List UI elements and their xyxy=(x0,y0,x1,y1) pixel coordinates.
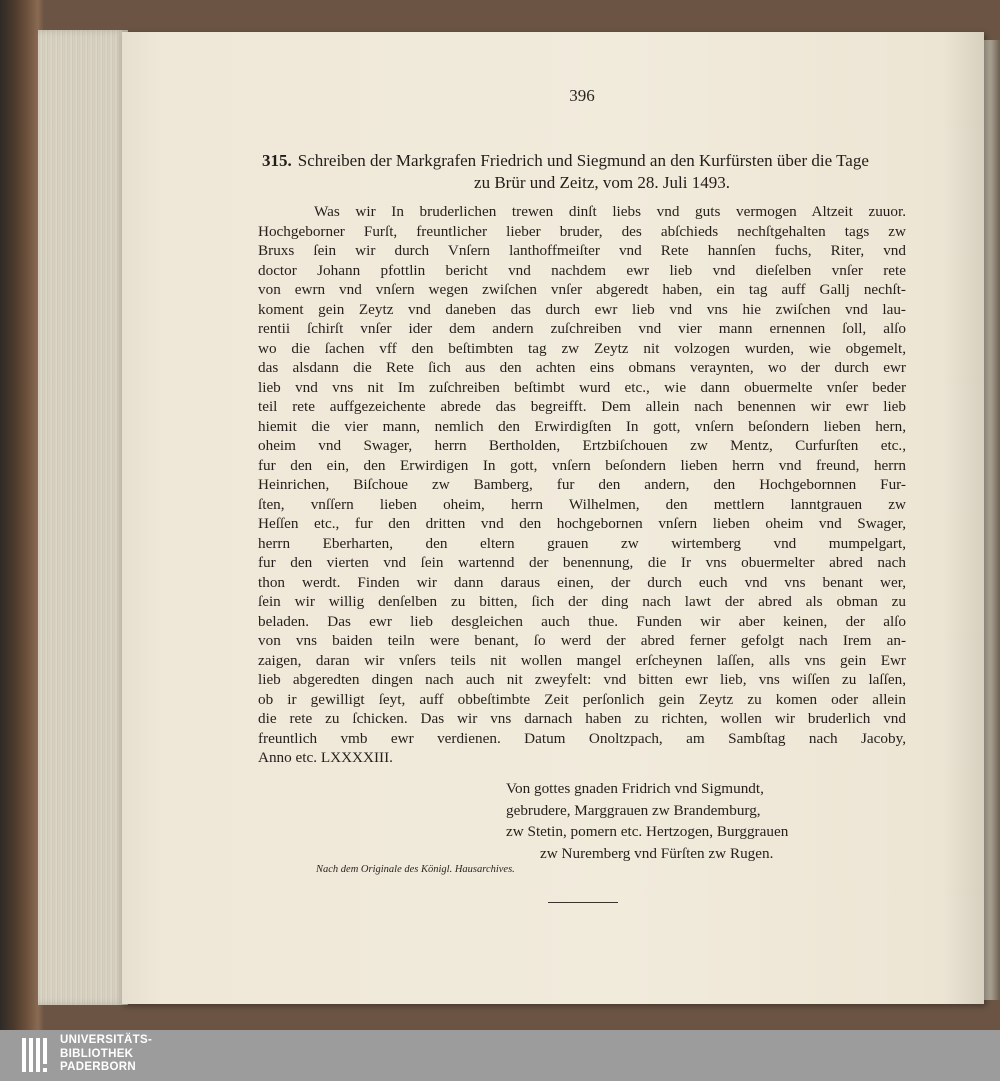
body-line: beladen. Das ewr lieb desgleichen auch thue. Funden wir aber keinen, der alſo xyxy=(258,612,906,630)
logo-line-2: BIBLIOTHEK xyxy=(60,1047,134,1060)
page-stack-edge xyxy=(38,30,128,1005)
heading-line-2: zu Brür und Zeitz, vom 28. Juli 1493. xyxy=(474,173,730,192)
footnote-rule xyxy=(548,902,618,903)
body-line: Heinrichen, Biſchoue zw Bamberg, fur den andern, den Hochgebornnen Fur- xyxy=(258,476,906,493)
signature-block xyxy=(506,778,906,864)
library-logo-icon xyxy=(20,1034,56,1076)
body-line: herrn Eberharten, den eltern grauen zw wirtemberg vnd mumpelgart, xyxy=(258,534,906,552)
heading-number: 315. xyxy=(262,151,292,170)
logo-line-1: UNIVERSITÄTS- xyxy=(60,1034,153,1046)
letter-body xyxy=(258,202,906,768)
signature-line: zw Nuremberg vnd Fürſten zw Rugen. xyxy=(540,844,774,862)
signature-line: Von gottes gnaden Fridrich vnd Sigmundt, xyxy=(506,780,764,797)
body-line: hiemit die vier mann, nemlich den Erwirdigſten In gott, vnſern beſondern lieben hern, xyxy=(258,417,906,435)
body-line: lieb abgeredten dingen nach auch nit zweyfelt: vnd bitten ewr lieb, vns wiſſen zu laſſen, xyxy=(258,671,906,688)
body-line: wo die ſachen vff den beſtimbten tag zw Zeytz nit volzogen wurden, wie obgemelt, xyxy=(258,339,906,357)
body-line: teil rete auffgezeichente abrede das begreifft. Dem allein nach benennen wir ewr lieb xyxy=(258,398,906,415)
body-line: koment gein Zeytz vnd daneben das durch ewr lieb vnd vns hie zwiſchen vnd lau- xyxy=(258,300,906,318)
logo-line-3: PADERBORN xyxy=(60,1061,136,1073)
body-line: Was wir In bruderlichen trewen dinſt liebs vnd guts vermogen Altzeit zuuor. xyxy=(314,203,906,220)
body-line: ob ir gewilligt ſeyt, auff obbeſtimbte Zeit perſonlich gein Zeytz zu komen oder allein xyxy=(258,690,906,708)
body-line: rentii ſchirſt vnſer ider dem andern zuſchreiben vnd vier mann ernennen ſoll, alſo xyxy=(258,320,906,337)
library-logo-text xyxy=(60,1034,152,1075)
body-line: von ewrn vnd vnſern wegen zwiſchen vnſer abgeredt haben, ein tag auff Gallj nechſt- xyxy=(258,281,906,298)
heading-line-1: Schreiben der Markgrafen Friedrich und Siegmund an den Kurfürsten über die Tage xyxy=(297,151,869,170)
page-number: 396 xyxy=(569,86,595,105)
body-line: fur den vierten vnd ſein wartennd der benennung, die Ir vns obuermelter abred nach xyxy=(258,554,906,571)
body-line: thon werdt. Finden wir dann daraus einen, der durch euch vnd vns benant wer, xyxy=(258,573,906,591)
body-line: die rete zu ſchicken. Das wir vns darnach haben zu richten, wollen wir bruderlich vnd xyxy=(258,710,906,727)
document-heading xyxy=(262,150,902,193)
body-line: von vns baiden teiln were benant, ſo werd der abred ferner gefolgt nach Irem an- xyxy=(258,632,906,649)
signature-line: zw Stetin, pomern etc. Hertzogen, Burggrauen xyxy=(506,823,789,840)
body-line: doctor Johann pfottlin bericht vnd nachdem ewr lieb vnd dieſelben vnſer rete xyxy=(258,261,906,279)
body-line: Anno etc. LXXXXIII. xyxy=(258,749,393,766)
body-line: ſten, vnſſern lieben oheim, herrn Wilhelmen, den mettlern lanntgrauen zw xyxy=(258,495,906,513)
body-line: fur den ein, den Erwirdigen In gott, vnſern beſondern lieben herrn vnd freund, herrn xyxy=(258,456,906,474)
body-line: oheim vnd Swager, herrn Bertholden, Ertzbiſchouen zw Mentz, Curfurſten etc., xyxy=(258,437,906,454)
library-footer-bar xyxy=(0,1030,1000,1081)
body-line: lieb vnd vns nit Im zuſchreiben beſtimbt wurd etc., wie dann obuermelte vnſer beder xyxy=(258,378,906,396)
body-line: Heſſen etc., fur den dritten vnd den hochgebornen vnſern lieben oheim vnd Swager, xyxy=(258,515,906,532)
body-line: Bruxs ſein wir durch Vnſern lanthoffmeiſter vnd Rete hannſen fuchs, Riter, vnd xyxy=(258,242,906,259)
body-line: zaigen, daran wir vnſers teils nit wollen mangel erſcheynen laſſen, alls vns gein Ewr xyxy=(258,651,906,669)
body-line: ſein wir willig denſelben zu bitten, ſich der ding nach lawt der abred als obman zu xyxy=(258,593,906,610)
signature-line: gebrudere, Marggrauen zw Brandemburg, xyxy=(506,801,761,819)
body-line: Hochgeborner Furſt, freuntlicher lieber bruder, des abſchieds nechſtgehalten tags zw xyxy=(258,222,906,240)
body-line: freuntlich vmb ewr verdienen. Datum Onoltzpach, am Sambſtag nach Jacoby, xyxy=(258,729,906,747)
source-footnote: Nach dem Originale des Königl. Hausarchives. xyxy=(316,864,515,875)
body-line: das alsdann die Rete ſich aus den achten eins obmans veraynten, wo der durch ewr xyxy=(258,359,906,376)
